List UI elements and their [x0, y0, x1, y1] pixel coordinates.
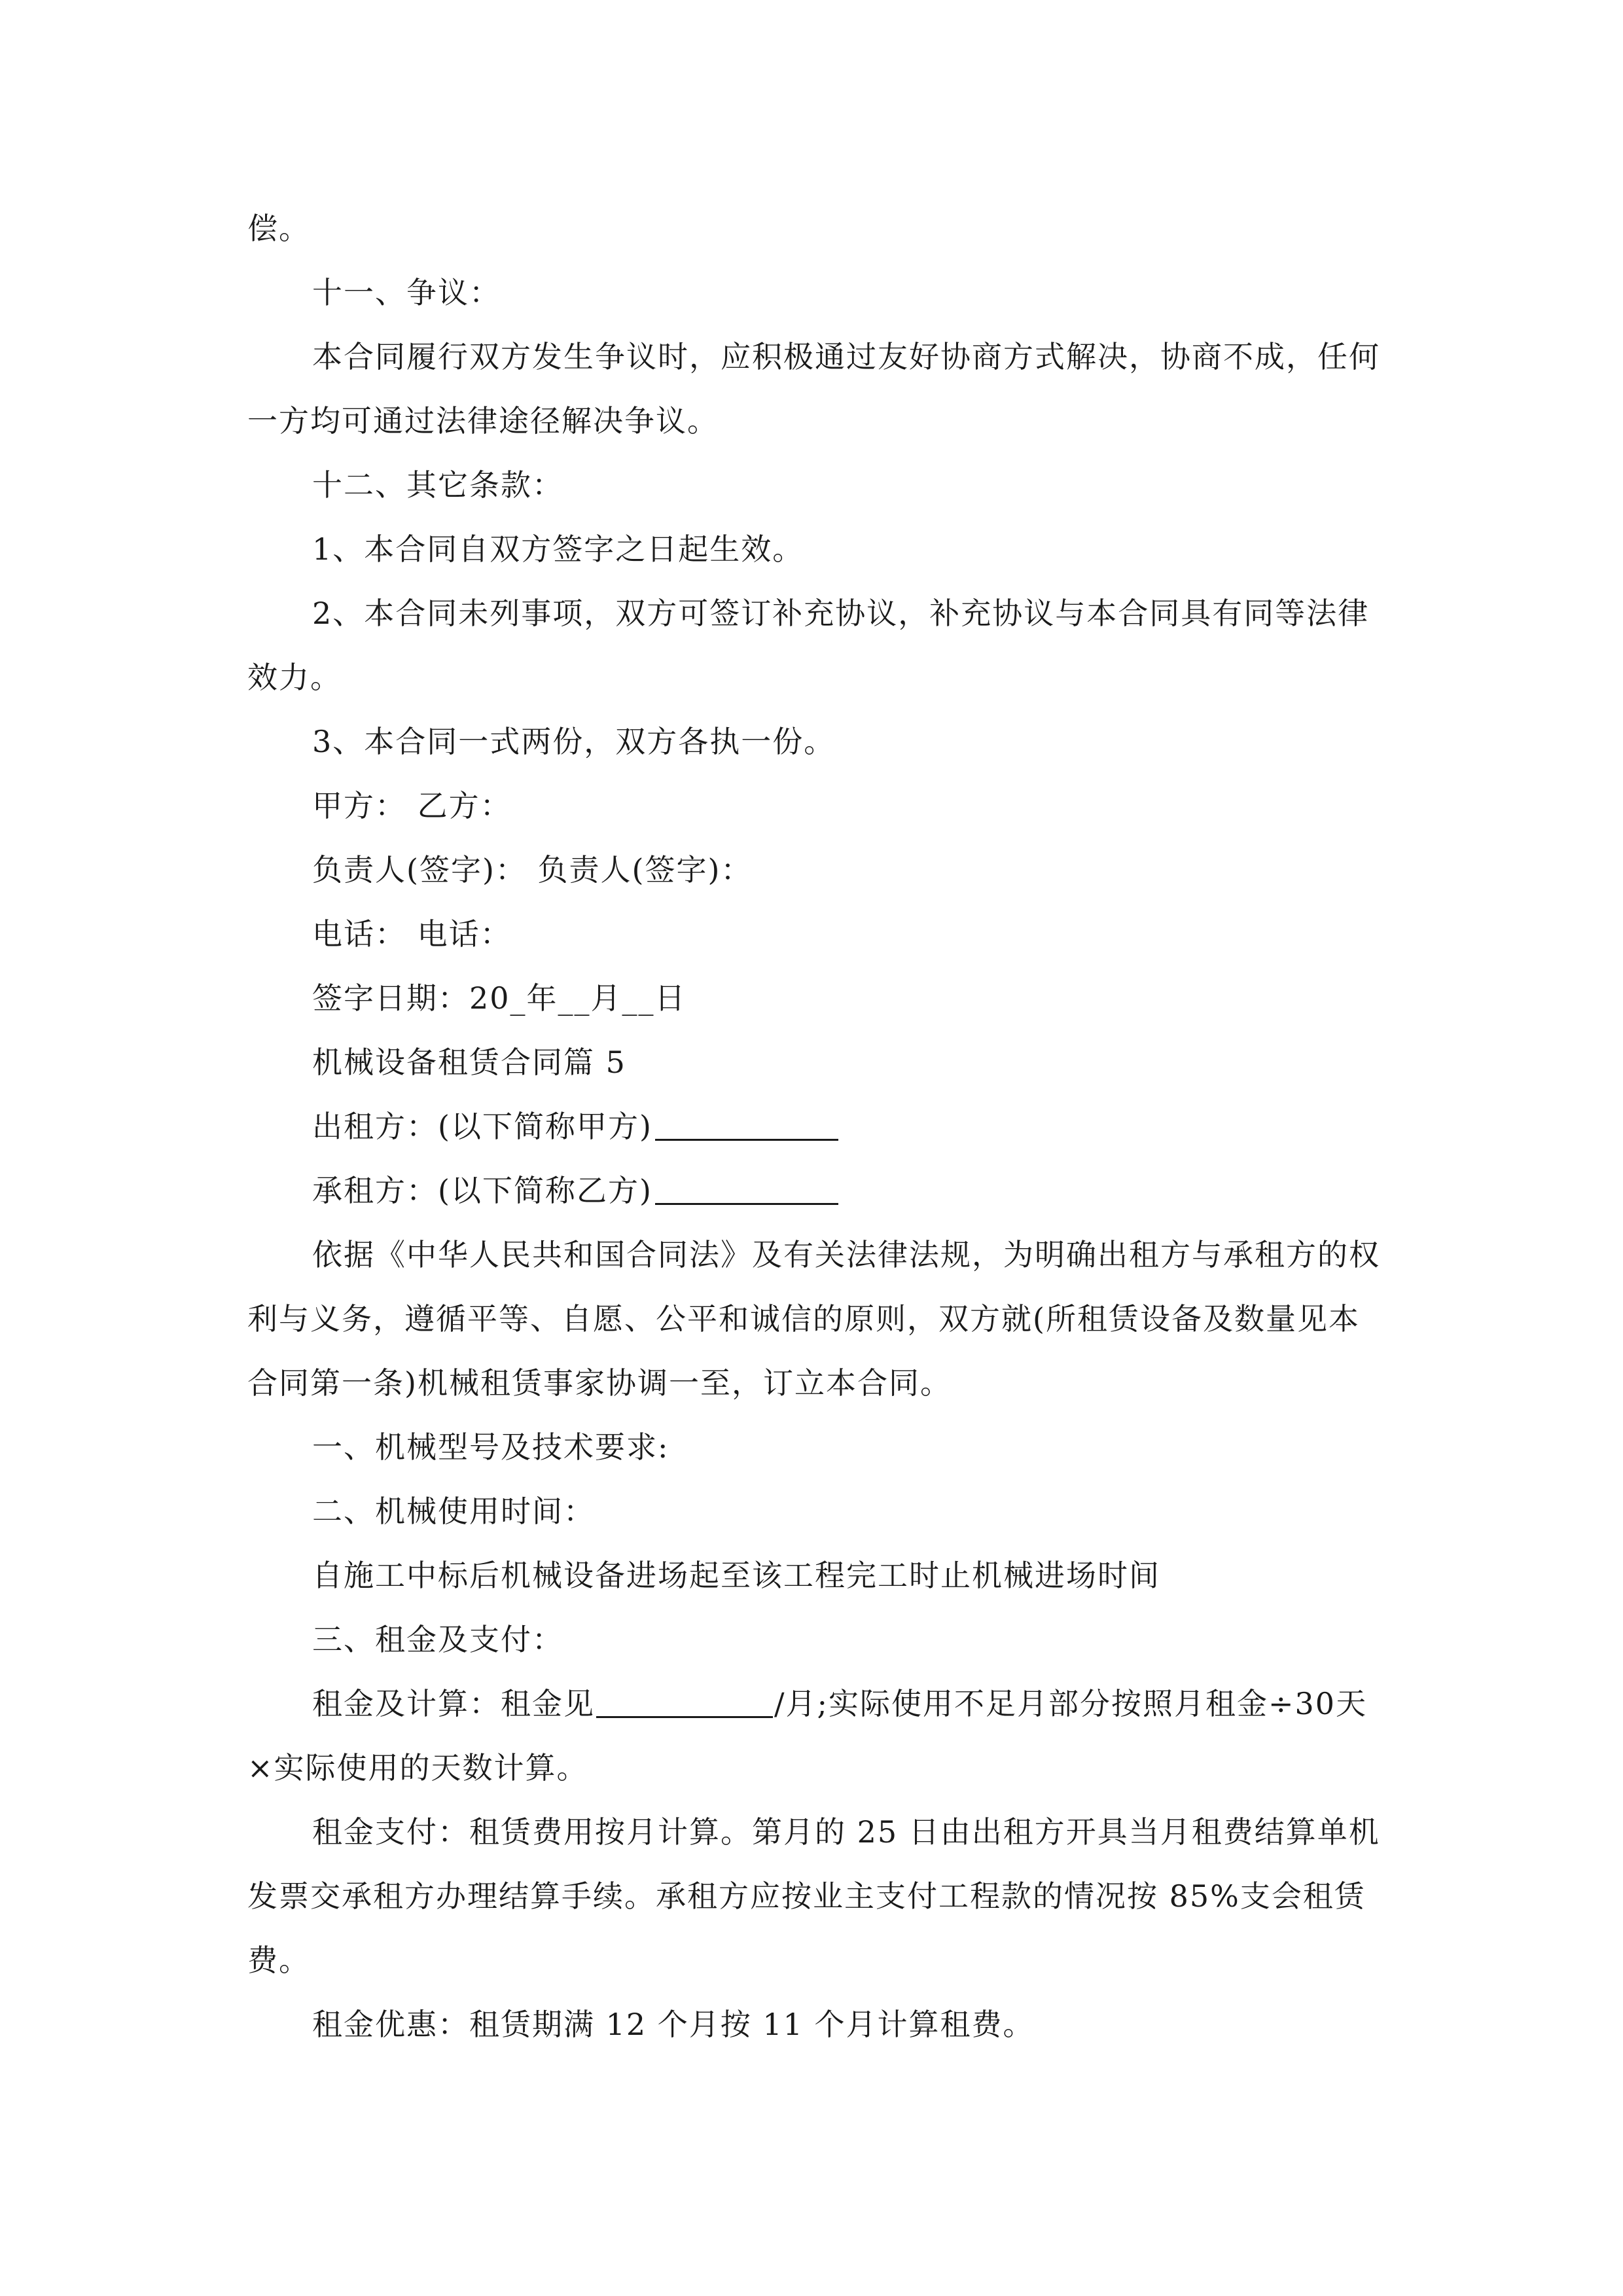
signature-person-line: 负责人(签字)： 负责人(签字)： [312, 852, 753, 888]
section-heading-usage-time: 二、机械使用时间： [312, 1494, 595, 1529]
signature-party-line: 甲方： 乙方： [312, 788, 512, 823]
signature-date-line: 签字日期：20_年__月__日 [312, 980, 687, 1016]
clause-item: 2、本合同未列事项，双方可签订补充协议，补充协议与本合同具有同等法律效力。 [247, 596, 1370, 695]
document-body [247, 196, 1386, 2056]
lessee-blank [655, 1173, 838, 1205]
paragraph: 偿。 [247, 211, 310, 246]
lessor-label: 出租方：(以下简称甲方) [312, 1109, 652, 1144]
paragraph: 自施工中标后机械设备进场起至该工程完工时止机械进场时间 [312, 1558, 1160, 1593]
rent-calc-paragraph [247, 1672, 1386, 1800]
lessor-blank [655, 1109, 838, 1141]
paragraph: 租金支付：租赁费用按月计算。第月的 25 日由出租方开具当月租费结算单机发票交承租方办理结算手续。承租方应按业主支付工程款的情况按 85%支会租赁费。 [247, 1814, 1380, 1978]
rent-calc-prefix: 租金及计算：租金见 [312, 1686, 595, 1721]
rent-blank [596, 1686, 773, 1718]
paragraph: 租金优惠：租赁期满 12 个月按 11 个月计算租费。 [312, 2007, 1035, 2042]
contract-title: 机械设备租赁合同篇 5 [312, 1045, 626, 1080]
section-heading-dispute: 十一、争议： [312, 275, 501, 310]
clause-item: 3、本合同一式两份，双方各执一份。 [312, 724, 836, 759]
lessor-line [247, 1094, 1386, 1158]
clause-item: 1、本合同自双方签字之日起生效。 [312, 531, 804, 567]
section-heading-machine-model: 一、机械型号及技术要求: [312, 1429, 669, 1465]
rent-calc-suffix: /月;实际使用不足月部分按照月租金÷30天×实际使用的天数计算。 [247, 1686, 1368, 1785]
paragraph: 本合同履行双方发生争议时，应积极通过友好协商方式解决，协商不成，任何一方均可通过法律途径解决争议。 [247, 339, 1380, 439]
lessee-label: 承租方：(以下简称乙方) [312, 1173, 652, 1208]
paragraph: 依据《中华人民共和国合同法》及有关法律法规，为明确出租方与承租方的权利与义务，遵循平等、自愿、公平和诚信的原则，双方就(所租赁设备及数量见本合同第一条)机械租赁事家协调一至，订立本合同。 [247, 1237, 1380, 1401]
section-heading-other-terms: 十二、其它条款： [312, 467, 563, 503]
signature-phone-line: 电话： 电话： [312, 916, 512, 952]
section-heading-rent: 三、租金及支付： [312, 1622, 563, 1657]
lessee-line [247, 1158, 1386, 1223]
